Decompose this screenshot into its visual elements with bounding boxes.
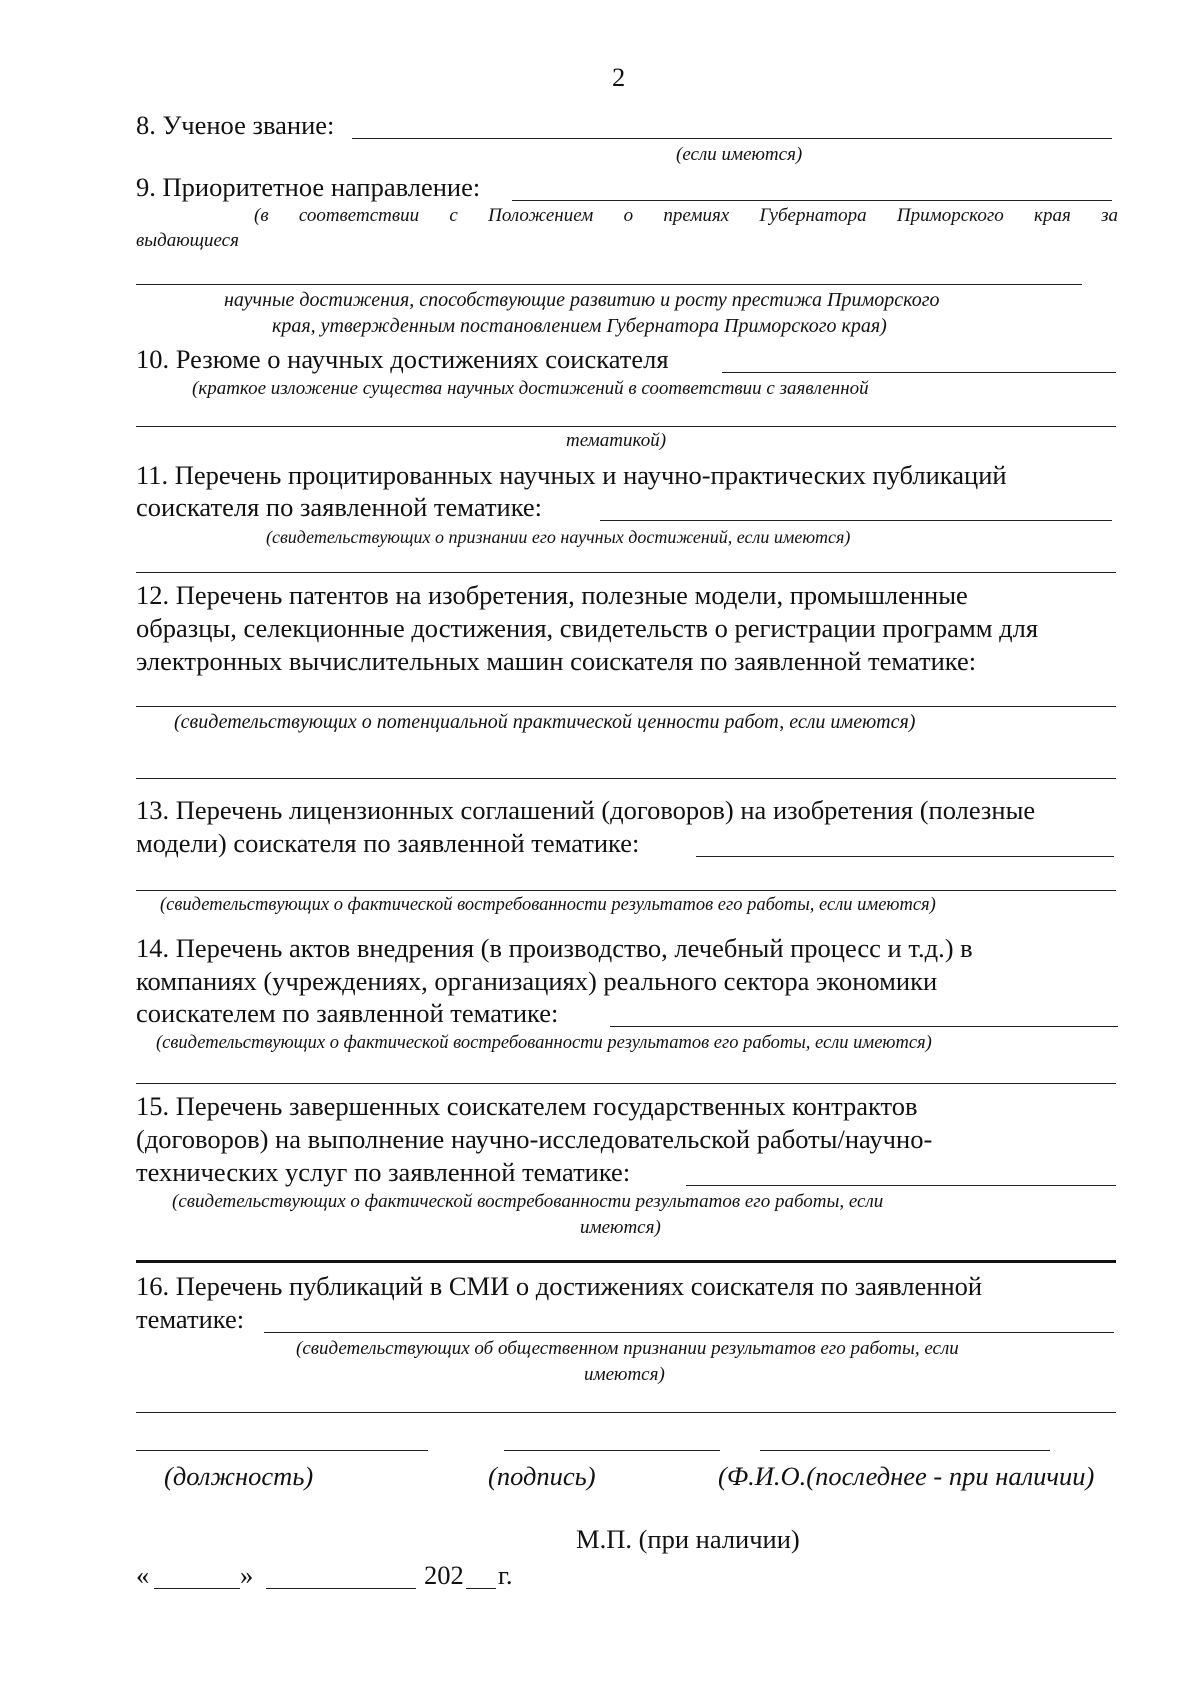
- item-12-note: (свидетельствующих о потенциальной практической ценности работ, если имеются): [174, 711, 916, 733]
- item-15-line2: (договоров) на выполнение научно-исследовательской работы/научно-: [136, 1124, 933, 1154]
- item-9-note-line2: научные достижения, способствующие развитию и росту престижа Приморского: [224, 289, 940, 311]
- item-8-fill-line: [352, 138, 1112, 139]
- item-16-line1: 16. Перечень публикаций в СМИ о достижениях соискателя по заявленной: [136, 1271, 983, 1301]
- item-10-label: 10. Резюме о научных достижениях соискателя: [136, 344, 669, 374]
- item-12-line2: образцы, селекционные достижения, свидетельств о регистрации программ для: [136, 613, 1039, 643]
- item-16-note-line1: (свидетельствующих об общественном признании результатов его работы, если: [296, 1338, 959, 1359]
- item-8-note: (если имеются): [676, 144, 803, 165]
- item-13-second-line: [136, 890, 1116, 891]
- signature-label: (подпись): [488, 1461, 596, 1491]
- date-close-quote: »: [240, 1560, 254, 1590]
- item-16-second-line: [136, 1412, 1116, 1413]
- item-15-fill-line: [686, 1185, 1116, 1186]
- item-10-note-line1: (краткое изложение существа научных достижений в соответствии с заявленной: [192, 378, 869, 399]
- signature-line: [504, 1450, 720, 1451]
- item-9-note-line3: края, утвержденным постановлением Губернатора Приморского края): [272, 315, 887, 337]
- item-13-fill-line: [696, 856, 1114, 857]
- item-15-second-line: [136, 1260, 1116, 1263]
- item-9-second-line: [136, 284, 1082, 285]
- item-9-fill-line: [512, 200, 1112, 201]
- item-12-second-line: [136, 778, 1116, 779]
- page-number: 2: [612, 62, 626, 92]
- item-10-note-line2: тематикой): [566, 430, 667, 451]
- item-13-line2: модели) соискателя по заявленной тематике:: [136, 828, 640, 858]
- item-13-line1: 13. Перечень лицензионных соглашений (договоров) на изобретения (полезные: [136, 795, 1036, 825]
- position-label: (должность): [164, 1461, 314, 1491]
- item-16-fill-line: [264, 1332, 1114, 1333]
- item-15-note-line2: имеются): [580, 1217, 661, 1238]
- name-label: (Ф.И.О.(последнее - при наличии): [718, 1461, 1095, 1491]
- item-11-fill-line: [600, 520, 1112, 521]
- stamp-label: М.П. (при наличии): [576, 1524, 800, 1554]
- item-9-note-line1b: выдающиеся: [136, 230, 239, 251]
- item-14-line1: 14. Перечень актов внедрения (в производство, лечебный процесс и т.д.) в: [136, 933, 973, 963]
- item-11-line2: соискателя по заявленной тематике:: [136, 492, 543, 522]
- item-15-line3: технических услуг по заявленной тематике:: [136, 1157, 631, 1187]
- item-14-second-line: [136, 1083, 1116, 1084]
- item-11-note: (свидетельствующих о признании его научных достижений, если имеются): [266, 527, 851, 547]
- item-12-line1: 12. Перечень патентов на изобретения, полезные модели, промышленные: [136, 580, 968, 610]
- item-8-label: 8. Ученое звание:: [136, 110, 335, 140]
- item-11-second-line: [136, 572, 1116, 573]
- date-year-line: [466, 1588, 496, 1589]
- item-11-line1: 11. Перечень процитированных научных и научно-практических публикаций: [136, 460, 1007, 490]
- item-9-note-line1: (в соответствии с Положением о премиях Губернатора Приморского края за: [254, 205, 1118, 226]
- item-15-note-line1: (свидетельствующих о фактической востребованности результатов его работы, если: [172, 1191, 884, 1212]
- date-open-quote: «: [136, 1560, 150, 1590]
- item-12-fill-line: [136, 706, 1116, 707]
- date-month-line: [266, 1588, 416, 1589]
- item-12-line3: электронных вычислительных машин соискателя по заявленной тематике:: [136, 646, 977, 676]
- item-16-line2: тематике:: [136, 1304, 245, 1334]
- item-14-fill-line: [610, 1026, 1118, 1027]
- item-13-note: (свидетельствующих о фактической востребованности результатов его работы, если имеются): [160, 895, 936, 915]
- position-line: [136, 1450, 428, 1451]
- name-line: [760, 1450, 1050, 1451]
- item-14-line3: соискателем по заявленной тематике:: [136, 998, 559, 1028]
- item-14-note: (свидетельствующих о фактической востребованности результатов его работы, если имеются): [156, 1033, 932, 1053]
- item-9-label: 9. Приоритетное направление:: [136, 172, 481, 202]
- item-10-second-line: [136, 426, 1116, 427]
- item-15-line1: 15. Перечень завершенных соискателем государственных контрактов: [136, 1091, 918, 1121]
- item-10-fill-line: [722, 372, 1116, 373]
- date-year: 202: [424, 1560, 464, 1590]
- item-14-line2: компаниях (учреждениях, организациях) реального сектора экономики: [136, 966, 938, 996]
- date-day-line: [154, 1588, 240, 1589]
- date-year-suffix: г.: [498, 1560, 513, 1590]
- item-16-note-line2: имеются): [584, 1364, 665, 1385]
